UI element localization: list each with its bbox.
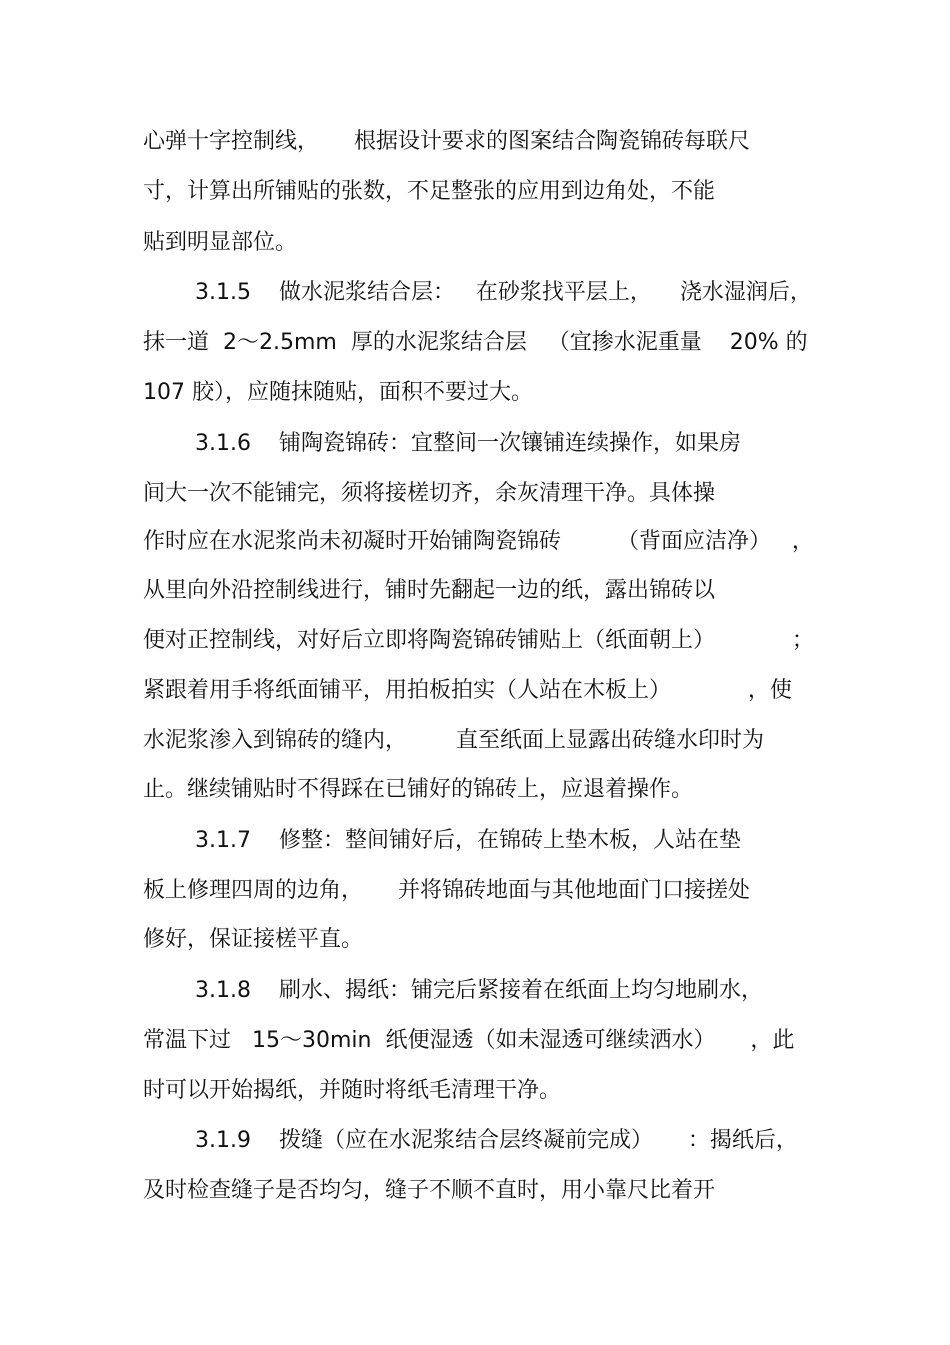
text-line: 作时应在水泥浆尚未初凝时开始铺陶瓷锦砖 （背面应洁净） ， [143,529,814,554]
text-line: 贴到明显部位。 [143,230,298,255]
section-heading-line: 3.1.8 刷水、揭纸：铺完后紧接着在纸面上均匀地刷水， [195,978,763,1003]
text-line: 止。继续铺贴时不得踩在已铺好的锦砖上，应退着操作。 [143,777,694,802]
text-line: 紧跟着用手将纸面铺平，用拍板拍实（人站在木板上） ，使 [143,678,792,703]
text-line: 常温下过 15～30min 纸便湿透（如未湿透可继续洒水） ，此 [143,1028,795,1053]
text-line: 修好，保证接槎平直。 [143,927,364,952]
section-heading-line: 3.1.6 铺陶瓷锦砖：宜整间一次镶铺连续操作，如果房 [195,431,741,456]
text-line: 心弹十字控制线， 根据设计要求的图案结合陶瓷锦砖每联尺 [143,129,750,154]
text-line: 便对正控制线，对好后立即将陶瓷锦砖铺贴上（纸面朝上） ； [143,628,814,653]
text-line: 板上修理四周的边角， 并将锦砖地面与其他地面门口接搓处 [143,878,750,903]
text-line: 及时检查缝子是否均匀，缝子不顺不直时，用小靠尺比着开 [143,1178,716,1203]
text-line: 从里向外沿控制线进行，铺时先翻起一边的纸，露出锦砖以 [143,578,716,603]
text-line: 抹一道 2～2.5mm 厚的水泥浆结合层 （宜掺水泥重量 20% 的 [143,330,808,355]
text-line: 时可以开始揭纸，并随时将纸毛清理干净。 [143,1078,562,1103]
text-line: 寸，计算出所铺贴的张数，不足整张的应用到边角处，不能 [143,179,716,204]
text-line: 间大一次不能铺完，须将接槎切齐，余灰清理干净。具体操 [143,481,716,506]
section-heading-line: 3.1.7 修整：整间铺好后，在锦砖上垫木板，人站在垫 [195,828,741,853]
section-heading-line: 3.1.5 做水泥浆结合层： 在砂浆找平层上， 浇水湿润后， [195,280,812,305]
text-line: 107 胶），应随抹随贴，面积不要过大。 [143,380,533,405]
section-heading-line: 3.1.9 拨缝（应在水泥浆结合层终凝前完成） ：揭纸后， [195,1128,798,1153]
text-line: 水泥浆渗入到锦砖的缝内， 直至纸面上显露出砖缝水印时为 [143,728,764,753]
